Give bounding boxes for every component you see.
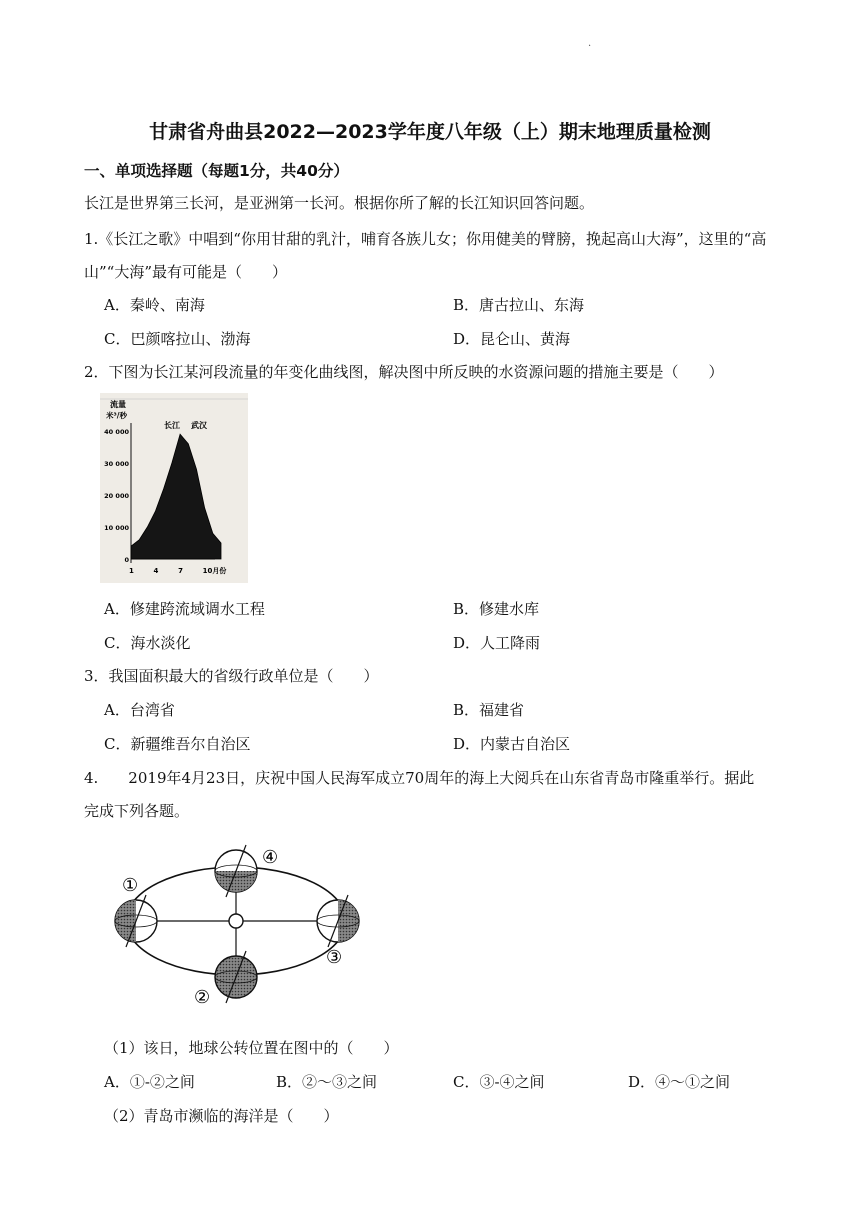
q4-sub1-option-a[interactable]: A．①-②之间	[104, 1073, 195, 1091]
q3-option-c[interactable]: C．新疆维吾尔自治区	[104, 735, 251, 753]
orbit-label-3: ③	[326, 947, 343, 968]
q4-sub1-option-d[interactable]: D．④～①之间	[628, 1073, 731, 1091]
q3-option-d[interactable]: D．内蒙古自治区	[453, 735, 571, 753]
question-2-stem: 2．下图为长江某河段流量的年变化曲线图，解决图中所反映的水资源问题的措施主要是（ ）	[84, 363, 724, 381]
y-tick-label: 10 000	[104, 524, 129, 532]
sun-icon	[229, 914, 243, 928]
question-1-stem-line1: 1.《长江之歌》中唱到“你用甘甜的乳汁，哺育各族儿女；你用健美的臂膀，挽起高山大海”，这里的“高	[84, 230, 767, 248]
q4-sub1-option-b[interactable]: B．②～③之间	[276, 1073, 378, 1091]
flow-area	[131, 434, 221, 559]
intro-text: 长江是世界第三长河，是亚洲第一长河。根据你所了解的长江知识回答问题。	[84, 194, 595, 212]
x-tick-label: 7	[178, 567, 183, 575]
question-1-stem-line2: 山”“大海”最有可能是（ ）	[84, 263, 288, 281]
q2-option-c[interactable]: C．海水淡化	[104, 634, 191, 652]
earth-orbit-diagram	[108, 843, 370, 1008]
corner-mark: .	[588, 38, 592, 49]
y-tick-label: 0	[124, 556, 129, 564]
question-3-stem: 3．我国面积最大的省级行政单位是（ ）	[84, 667, 379, 685]
q2-option-b[interactable]: B．修建水库	[453, 600, 540, 618]
x-tick-label: 4	[153, 567, 159, 575]
earth-position-2-icon	[215, 951, 257, 1003]
earth-position-3-icon	[317, 895, 359, 947]
q3-option-b[interactable]: B．福建省	[453, 701, 525, 719]
q1-option-a[interactable]: A．秦岭、南海	[104, 296, 205, 314]
q2-option-d[interactable]: D．人工降雨	[453, 634, 541, 652]
earth-orbit-svg	[108, 843, 370, 1008]
x-tick-label: 10月份	[202, 567, 227, 575]
chart-annotation-city: 武汉	[191, 421, 207, 430]
y-axis-label-line2: 米³/秒	[106, 411, 128, 420]
q4-sub2-stem: （2）青岛市濒临的海洋是（ ）	[104, 1107, 339, 1125]
question-4-stem-line2: 完成下列各题。	[84, 802, 190, 820]
y-tick-label: 20 000	[104, 492, 129, 500]
orbit-label-4: ④	[262, 847, 279, 868]
chart-annotation-river: 长江	[164, 421, 180, 430]
orbit-label-1: ①	[122, 875, 139, 896]
y-tick-label: 40 000	[104, 428, 129, 436]
q1-option-d[interactable]: D．昆仑山、黄海	[453, 330, 571, 348]
q3-option-a[interactable]: A．台湾省	[104, 701, 175, 719]
q4-sub1-option-c[interactable]: C．③-④之间	[453, 1073, 545, 1091]
page-title: 甘肃省舟曲县2022—2023学年度八年级（上）期末地理质量检测	[149, 121, 711, 143]
x-tick-label: 1	[129, 567, 134, 575]
y-axis-label-line1: 流量	[110, 400, 126, 409]
orbit-label-2: ②	[194, 987, 211, 1008]
earth-position-4-icon	[215, 845, 257, 897]
q1-option-b[interactable]: B．唐古拉山、东海	[453, 296, 585, 314]
question-4-stem-line1: 4. 2019年4月23日，庆祝中国人民海军成立70周年的海上大阅兵在山东省青岛市隆重举行。据此	[84, 769, 755, 787]
y-tick-label: 30 000	[104, 460, 129, 468]
q4-sub1-stem: （1）该日，地球公转位置在图中的（ ）	[104, 1039, 399, 1057]
flow-chart	[100, 393, 248, 583]
flow-chart-svg	[100, 393, 248, 583]
earth-position-1-icon	[115, 895, 157, 947]
q1-option-c[interactable]: C．巴颜喀拉山、渤海	[104, 330, 251, 348]
q2-option-a[interactable]: A．修建跨流域调水工程	[104, 600, 265, 618]
section-heading: 一、单项选择题（每题1分，共40分）	[84, 162, 349, 180]
